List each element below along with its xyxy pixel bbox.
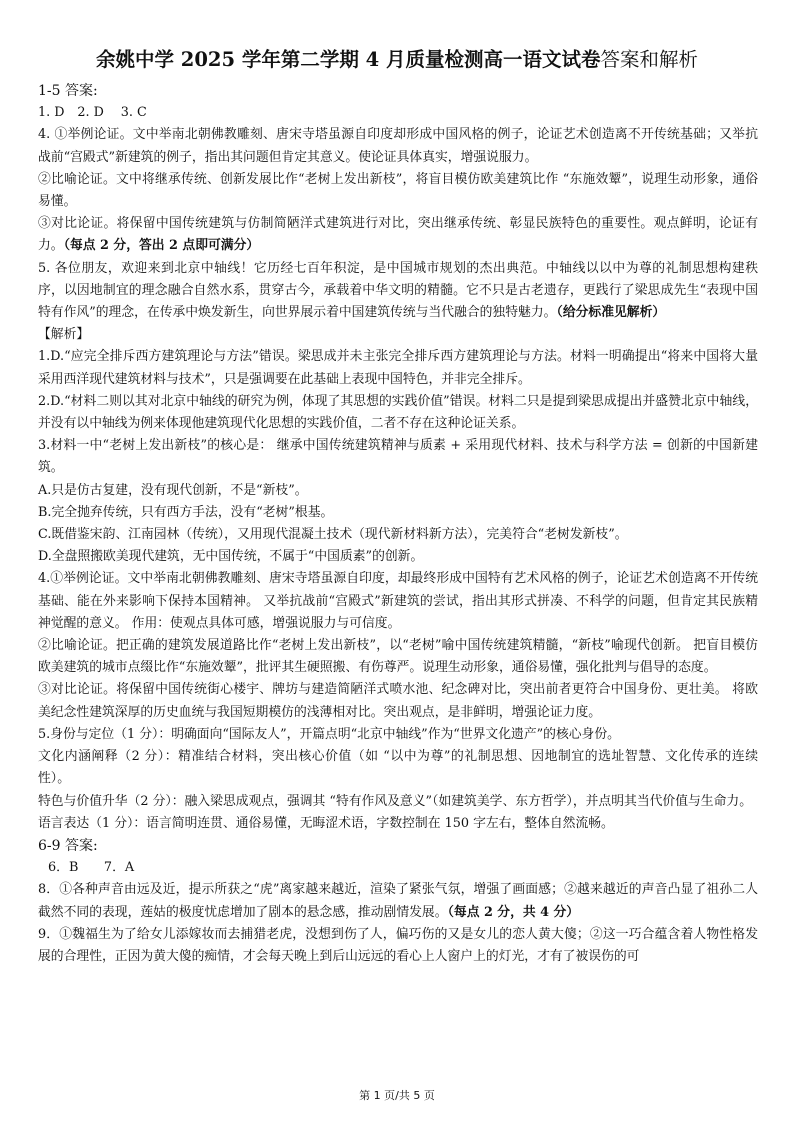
answers-6-7: 6．B 7．A	[48, 860, 135, 876]
section-heading-1-5: 1-5 答案:	[38, 83, 98, 99]
q4-scoring-note: （每点 2 分，答出 2 点即可满分）	[63, 238, 260, 254]
analysis-line: 4.①举例论证。文中举南北朝佛教雕刻、唐宋寺塔虽源自印度，却最终形成中国特有艺术风格的例子，论证艺术创造离不开传统基础、能在外来影响下保持本国精神。 又举抗战前“宫殿式”新建筑的尝试，指出其形式拼凑、不科学的问题，但肯定其民族精神觉醒的意义。 作用：使观点具体可感，增强说服力与可信度。	[38, 571, 758, 631]
q4-answer-c-text: ③对比论证。将保留中国传统建筑与仿制简陋洋式建筑进行对比，突出继承传统、彰显民族特色的重要性。观点鲜明，论证有力。	[38, 216, 758, 254]
analysis-line: 文化内涵阐释（2 分）：精准结合材料，突出核心价值（如 “以中为尊”的礼制思想、因地制宜的选址智慧、文化传承的连续性）。	[38, 749, 758, 787]
analysis-line: 特色与价值升华（2 分）：融入梁思成观点，强调其 “特有作风及意义”（如建筑美学、东方哲学），并点明其当代价值与生命力。	[38, 793, 752, 809]
analysis-line: B.完全抛弃传统，只有西方手法，没有“老树”根基。	[38, 504, 334, 520]
analysis-line: 2.D.“材料二则以其对北京中轴线的研究为例，体现了其思想的实践价值”错误。材料二只是提到梁思成提出并盛赞北京中轴线，并没有以中轴线为例来体现他建筑现代化思想的实践价值，二者不存在这种论证关系。	[38, 393, 758, 432]
analysis-line: A.只是仿古复建，没有现代创新，不是“新枝”。	[38, 482, 308, 498]
page-title	[0, 44, 794, 72]
q5-answer-text: 5. 各位朋友，欢迎来到北京中轴线！它历经七百年积淀，是中国城市规划的杰出典范。中轴线以以中为尊的礼制思想构建秩序，以因地制宜的理念融合自然水系，贯穿古今，承载着中华文明的精髓。它不只是古老遗存，更践行了梁思成先生“表现中国特有作风”的理念，在传承中焕发新生，向世界展示着中国建筑传统与当代融合的独特魅力。	[38, 260, 758, 321]
analysis-line: ②比喻论证。把正确的建筑发展道路比作“老树上发出新枝”，以“老树”喻中国传统建筑精髓，“新枝”喻现代创新。 把盲目模仿欧美建筑的城市点缀比作“东施效颦”，批评其生硬照搬、有伤尊严。说理生动形象，通俗易懂，强化批判与倡导的态度。	[38, 638, 758, 676]
analysis-heading: 【解析】	[38, 327, 90, 343]
q8-answer	[38, 879, 758, 923]
analysis-line: 1.D.“应完全排斥西方建筑理论与方法”错误。梁思成并未主张完全排斥西方建筑理论与方法。材料一明确提出“将来中国将大量采用西洋现代建筑材料与技术”，只是强调要在此基础上表现中国特色，并非完全排斥。	[38, 349, 758, 387]
q4-answer-b: ②比喻论证。文中将继承传统、创新发展比作“老树上发出新枝”，将盲目模仿欧美建筑比作 “东施效颦”，说理生动形象，通俗易懂。	[38, 171, 758, 210]
analysis-line: C.既借鉴宋韵、江南园林（传统），又用现代混凝土技术（现代新材料新方法），完美符合“老树发新枝”。	[38, 527, 628, 543]
analysis-line: ③对比论证。将保留中国传统街心楼宇、牌坊与建造简陋洋式喷水池、纪念碑对比，突出前者更符合中国身份、更壮美。 将欧美纪念性建筑深厚的历史血统与我国短期模仿的浅薄相对比。突出观点，是非鲜明，增强论证力度。	[38, 682, 758, 720]
title-bold: 余姚中学 2025 学年第二学期 4 月质量检测高一语文试卷	[95, 48, 601, 71]
q8-scoring-note: （每点 2 分，共 4 分）	[447, 904, 580, 920]
answer-content	[38, 80, 758, 968]
page-number-footer: 第 1 页/共 5 页	[359, 1089, 435, 1102]
q9-answer: 9．①魏福生为了给女儿添嫁妆而去捕猎老虎，没想到伤了人，偏巧伤的又是女儿的恋人黄大傻；②这一巧合蕴含着人物性格发展的合理性，正因为黄大傻的痴情，才会每天晚上到后山远远的看心上人窗户上的灯光，才有了被误伤的可	[38, 926, 758, 964]
section-heading-6-9: 6-9 答案:	[38, 837, 98, 854]
answers-1-3: 1. D 2. D 3. C	[38, 105, 147, 121]
analysis-line: D.全盘照搬欧美现代建筑，无中国传统，不属于“中国质素”的创新。	[38, 549, 424, 565]
analysis-line: 3.材料一中“老树上发出新枝”的核心是： 继承中国传统建筑精神与质素 + 采用现代材料、技术与科学方法 = 创新的中国新建筑。	[38, 438, 758, 476]
analysis-line: 语言表达（1 分）：语言简明连贯、通俗易懂，无晦涩术语，字数控制在 150 字左右，整体自然流畅。	[38, 815, 614, 831]
title-plain: 答案和解析	[600, 48, 698, 71]
q4-answer-c	[38, 213, 758, 257]
q5-answer	[38, 258, 758, 325]
q5-scoring-note: （给分标准见解析）	[556, 305, 666, 321]
analysis-line: 5.身份与定位（1 分）：明确面向“国际友人”，开篇点明“北京中轴线”作为“世界文化遗产”的核心身份。	[38, 726, 620, 742]
q8-answer-text: 8．①各种声音由远及近，提示所获之“虎”离家越来越近，渲染了紧张气氛，增强了画面感；②越来越近的声音凸显了祖孙二人截然不同的表现，莲姑的极度忧虑增加了剧本的悬念感，推动剧情发展。	[38, 882, 758, 920]
q4-answer-a: 4. ①举例论证。文中举南北朝佛教雕刻、唐宋寺塔虽源自印度却形成中国风格的例子，论证艺术创造离不开传统基础；又举抗战前“宫殿式”新建筑的例子，指出其问题但肯定其意义。使论证具体真实，增强说服力。	[38, 127, 758, 165]
